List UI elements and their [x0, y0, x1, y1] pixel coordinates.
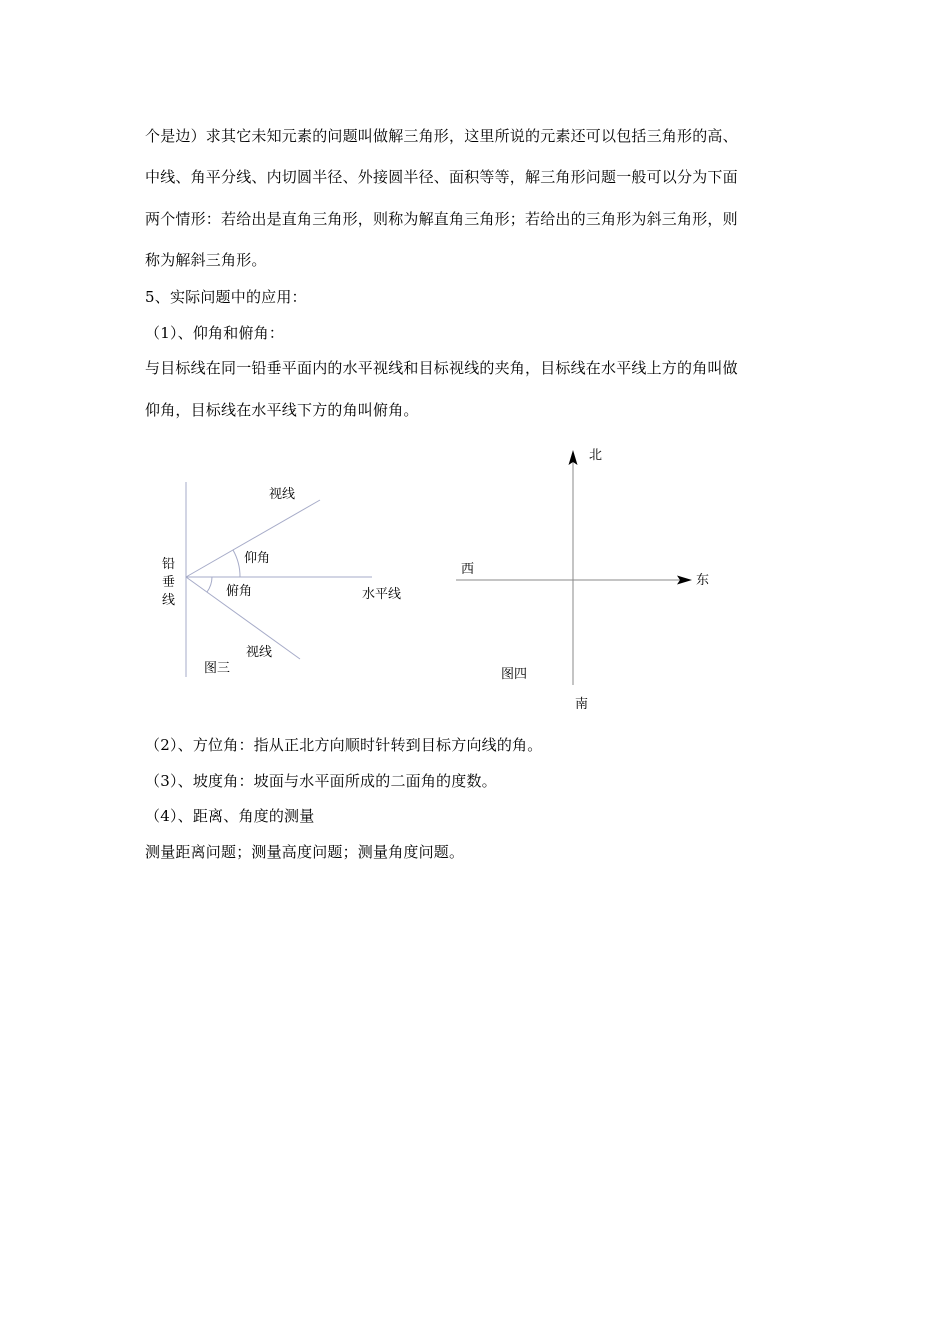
west-label: 西: [461, 562, 475, 577]
figure-elevation-depression: [140, 470, 440, 685]
east-label: 东: [696, 573, 710, 588]
paragraph-measurement: 测量距离问题；测量高度问题；测量角度问题。: [145, 843, 465, 861]
sight-line-upper-label: 视线: [269, 487, 296, 502]
subheading-3: （3）、坡度角：坡面与水平面所成的二面角的度数。: [145, 772, 497, 790]
paragraph-line-8: 仰角，目标线在水平线下方的角叫俯角。: [145, 401, 419, 419]
south-label: 南: [575, 697, 589, 712]
plumb-label-1: 铅: [162, 557, 176, 572]
paragraph-line-3: 两个情形：若给出是直角三角形，则称为解直角三角形；若给出的三角形为斜三角形，则: [145, 210, 738, 228]
figure-4-caption: 图四: [501, 667, 528, 682]
elevation-angle-label: 仰角: [244, 551, 271, 566]
figure-4-drawing: [440, 440, 740, 720]
plumb-label-3: 线: [162, 593, 176, 608]
figure-3-drawing: [140, 470, 440, 685]
north-label: 北: [589, 448, 603, 463]
elevation-angle-arc: [233, 550, 240, 577]
sight-line-lower-label: 视线: [246, 645, 273, 660]
depression-angle-label: 俯角: [226, 584, 253, 599]
depression-angle-arc: [207, 577, 212, 592]
subheading-1: （1）、仰角和俯角：: [145, 324, 285, 342]
section-heading-5: 5、实际问题中的应用：: [145, 288, 307, 306]
figure-3-caption: 图三: [204, 661, 231, 676]
paragraph-line-7: 与目标线在同一铅垂平面内的水平视线和目标视线的夹角，目标线在水平线上方的角叫做: [145, 359, 738, 377]
paragraph-line-4: 称为解斜三角形。: [145, 251, 267, 269]
subheading-4: （4）、距离、角度的测量: [145, 807, 315, 825]
figure-compass-directions: [440, 440, 740, 720]
paragraph-line-1: 个是边）求其它未知元素的问题叫做解三角形，这里所说的元素还可以包括三角形的高、: [145, 127, 738, 145]
plumb-label-2: 垂: [162, 575, 176, 590]
subheading-2: （2）、方位角：指从正北方向顺时针转到目标方向线的角。: [145, 736, 543, 754]
paragraph-line-2: 中线、角平分线、内切圆半径、外接圆半径、面积等等，解三角形问题一般可以分为下面: [145, 168, 738, 186]
horizontal-line-label: 水平线: [362, 587, 402, 602]
